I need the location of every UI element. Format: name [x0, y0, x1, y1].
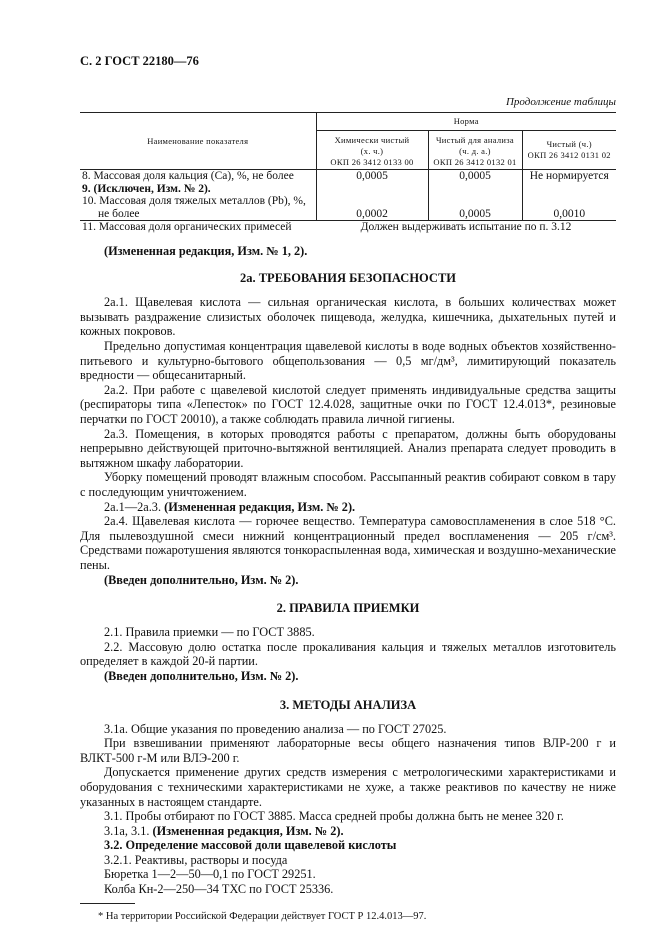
column-header-grade: Чистый для анализа (ч. д. а.) ОКП 26 3412 0132 01 [428, 131, 522, 170]
column-header-grade: Чистый (ч.) ОКП 26 3412 0131 02 [522, 131, 616, 170]
table-row: 10. Массовая доля тяжелых металлов (Pb), %, не более 0,0002 0,0005 0,0010 [80, 195, 616, 221]
norms-table [80, 112, 616, 234]
paragraph: 3.1. Пробы отбирают по ГОСТ 3885. Масса средней пробы должна быть не менее 320 г. [104, 809, 564, 824]
column-header-norm: Норма [316, 113, 616, 131]
document-page [80, 54, 616, 924]
column-header-grade: Химически чистый (х. ч.) ОКП 26 3412 0133 00 [316, 131, 428, 170]
table-continuation-label: Продолжение таблицы [505, 95, 616, 108]
section-title: 2. ПРАВИЛА ПРИЕМКИ [276, 601, 420, 616]
paragraph: 2а.1—2а.3. (Измененная редакция, Изм. № 2). [104, 499, 356, 514]
section-title: 3. МЕТОДЫ АНАЛИЗА [279, 697, 417, 712]
paragraph: 2а.1. Щавелевая кислота — сильная органическая кислота, в больших количествах может вызывать раздражение слизистых оболочек пищевода, желудка, кишечника, дыхательных путей и кожных покровов. [80, 295, 616, 339]
paragraph: Уборку помещений проводят влажным способом. Рассыпанный реактив собирают совком в тару с последующим уничтожением. [80, 470, 616, 499]
paragraph: 2.1. Правила приемки — по ГОСТ 3885. [104, 625, 315, 640]
paragraph: Предельно допустимая концентрация щавелевой кислоты в воде водных объектов хозяйственно-питьевого и культурно-бытового общепользования — 0,5 мг/дм³, лимитирующий показатель вредности — общесанитарный. [80, 339, 616, 383]
paragraph: 3.2.1. Реактивы, растворы и посуда [104, 852, 288, 867]
amendment-note: (Введен дополнительно, Изм. № 2). [104, 668, 299, 683]
paragraph: Бюретка 1—2—50—0,1 по ГОСТ 29251. [104, 867, 316, 882]
amendment-note: (Измененная редакция, Изм. № 1, 2). [104, 243, 308, 258]
paragraph: При взвешивании применяют лабораторные весы общего назначения типов ВЛР-200 г и ВЛКТ-500 г-М или ВЛЭ-200 г. [80, 736, 616, 765]
paragraph: Допускается применение других средств измерения с метрологическими характеристиками и оборудования с техническими характеристиками не хуже, а также реактивов по качеству не ниже указанных в настоящем стандарте. [80, 765, 616, 809]
table-row: 9. (Исключен, Изм. № 2). [80, 183, 616, 196]
column-header-name: Наименование показателя [80, 113, 316, 170]
page-header: С. 2 ГОСТ 22180—76 [80, 54, 199, 68]
footnote-divider [80, 903, 135, 904]
table-row: 11. Массовая доля органических примесей Должен выдерживать испытание по п. 3.12 [80, 221, 616, 234]
paragraph: 3.1а, 3.1. (Измененная редакция, Изм. № 2). [104, 823, 344, 838]
subsection-title: 3.2. Определение массовой доли щавелевой кислоты [104, 838, 397, 853]
paragraph: 2а.3. Помещения, в которых проводятся работы с препаратом, должны быть оборудованы непрерывно действующей приточно-вытяжной вентиляцией. Анализ препарата следует проводить в вытяжном шкафу лаборатории. [80, 426, 616, 470]
paragraph: 2а.2. При работе с щавелевой кислотой следует применять индивидуальные средства защиты (респираторы типа «Лепесток» по ГОСТ 12.4.028, защитные очки по ГОСТ 12.4.013*, резиновые перчатки по ГОСТ 20010), а также соблюдать правила личной гигиены. [80, 382, 616, 427]
table-row: 8. Массовая доля кальция (Са), %, не более 0,0005 0,0005 Не нормируется [80, 170, 616, 183]
paragraph: 3.1а. Общие указания по проведению анализа — по ГОСТ 27025. [104, 721, 447, 736]
footnote: * На территории Российской Федерации действует ГОСТ Р 12.4.013—97. [98, 910, 427, 922]
paragraph: 2.2. Массовую долю остатка после прокаливания кальция и тяжелых металлов изготовитель определяет в каждой 20-й партии. [80, 639, 616, 669]
amendment-note: (Введен дополнительно, Изм. № 2). [104, 572, 299, 587]
paragraph: Колба Кн-2—250—34 ТХС по ГОСТ 25336. [104, 882, 334, 897]
section-title: 2а. ТРЕБОВАНИЯ БЕЗОПАСНОСТИ [239, 271, 457, 286]
paragraph: 2а.4. Щавелевая кислота — горючее вещество. Температура самовоспламенения в слое 518 °С. Для пылевоздушной смеси нижний концентрационный предел воспламенения — 205 г/см³. Средствами пожаротушения являются тонкораспыленная вода, химическая и воздушно-механические пены. [80, 514, 616, 572]
